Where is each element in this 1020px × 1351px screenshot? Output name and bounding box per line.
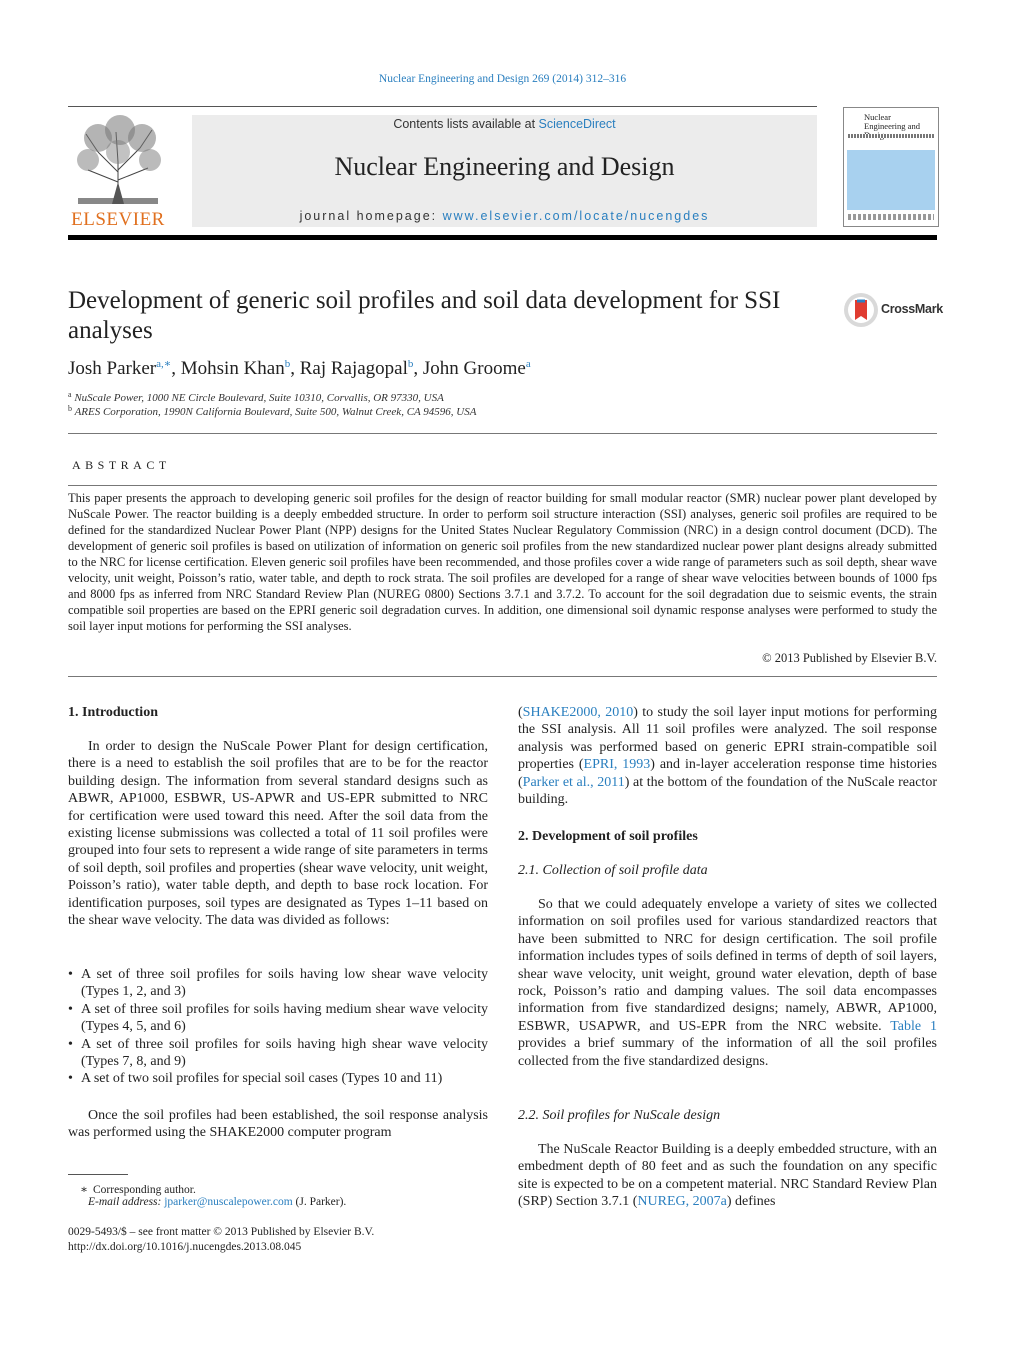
crossmark-badge[interactable]: [843, 292, 943, 328]
text-span: So that we could adequately envelope a variety of sites we collected information on soil profiles used for various standardized reactors that have been submitted to NRC for design certification. The soil profile information includes types of soils defined in terms of depth of soil layers, shear wave velocity, unit weight, ground water elevation, depth of base rock, Poisson’s ratio and damping values. The soil data encompasses information from five standardized designs; namely, ABWR, AP1000, ESBWR, USAPWR, and US-EPR from the NRC website.: [518, 897, 937, 1034]
abstract-text: This paper presents the approach to developing generic soil profiles for the design of reactor building for small modular reactor (SMR) nuclear power plant developed by NuScale Power. The reactor building is a deeply embedded structure. In order to perform soil structure interaction (SSI) analyses, generic soil profiles are required to be defined for the standardized Nuclear Power Plant (NPP) designs for the United States Nuclear Regulatory Commission (NRC) in a design control document (DCD). The development of generic soil profiles is based on utilization of information on generic soil profiles from the new standardized nuclear power plant designs already submitted to the NRC for license certification. Eleven generic soil profiles have been recommended, and those profiles cover a wide range of parameters such as soil depth, shear wave velocity, unit weight, Poisson’s ratio, water table, and depth to rock strata. The soil profiles are developed for a range of shear wave velocities between bounds of 1000 fps and 8000 fps as inferred from NRC Standard Review Plan (NUREG 0800) Sections 3.7.1 and 3.7.2. To account for the soil degradation due to seismic events, the strain compatible soil properties are based on the EPRI generic soil degradation curves. In addition, one dimensional soil dynamic response analyses were performed to study the soil layer input motions for performing the SSI analyses.: [68, 491, 937, 633]
affiliation-text: NuScale Power, 1000 NE Circle Boulevard, Suite 10310, Corvallis, OR 97330, USA: [74, 392, 444, 404]
homepage-line: [192, 209, 817, 223]
text-span: ) at the bottom of the foundation of the NuScale reactor building.: [518, 774, 937, 808]
author-affil-mark[interactable]: b: [284, 358, 291, 370]
article-title: Development of generic soil profiles and soil data development for SSI analyses: [68, 287, 781, 344]
copyright-line: © 2013 Published by Elsevier B.V.: [762, 651, 937, 665]
author-name[interactable]: Mohsin Khan: [180, 358, 285, 379]
ref-shake2000-link[interactable]: SHAKE2000, 2010: [522, 705, 634, 720]
email-label: E-mail address:: [88, 1196, 165, 1208]
author-affil-mark[interactable]: a: [525, 358, 531, 370]
text-span: ) and in-layer acceleration response time histories (: [518, 757, 937, 790]
affiliation-text: ARES Corporation, 1990N California Boulevard, Suite 500, Walnut Creek, CA 94596, USA: [74, 406, 477, 418]
email-note: [88, 1196, 346, 1208]
affiliation: [68, 390, 444, 404]
author-affil-mark[interactable]: a,∗: [156, 358, 172, 370]
subsection-2-2-body: [518, 1141, 937, 1211]
text-span: The NuScale Reactor Building is a deeply embedded structure, with an embedment depth of 80 feet and as such the foundation on any specific site is expected to be on a competent material. NRC Standard Review Plan (SRP) Section 3.7.1 (: [518, 1142, 937, 1210]
homepage-prefix: journal homepage:: [299, 209, 443, 223]
right-column-continuation: [518, 704, 937, 808]
left-column-paragraph-2: [68, 1107, 488, 1142]
list-item: • A set of three soil profiles for soils having medium shear wave velocity (Types 4, 5, and 6): [68, 1001, 488, 1036]
table-1-link[interactable]: Table 1: [890, 1018, 937, 1034]
abstract-top-rule: [68, 433, 937, 434]
abstract-heading-rule: [68, 485, 937, 486]
contents-line: [192, 117, 817, 131]
crossmark-label: CrossMark: [881, 302, 943, 316]
list-item: • A set of two soil profiles for special soil cases (Types 10 and 11): [68, 1070, 488, 1087]
journal-cover-thumbnail[interactable]: [843, 107, 939, 227]
text-span: provides a brief summary of the information of all the soil profiles collected from the five standardized designs.: [518, 1036, 937, 1069]
cover-image: [847, 150, 935, 210]
text-span: ) defines: [726, 1194, 776, 1210]
email-link[interactable]: jparker@nuscalepower.com: [164, 1196, 293, 1208]
ref-epri-link[interactable]: EPRI, 1993: [583, 757, 651, 773]
affiliation-mark: a: [68, 390, 72, 399]
author-name[interactable]: Josh Parker: [68, 358, 157, 379]
list-item: • A set of three soil profiles for soils having high shear wave velocity (Types 7, 8, and 9): [68, 1036, 488, 1071]
journal-title: Nuclear Engineering and Design: [334, 152, 675, 181]
author-list: Josh Parker$^{a,∗}$, Mohsin Khan$^b$, Raj Rajagopal$^b$, John Groome$^a$: [68, 358, 531, 379]
cover-title: Nuclear Engineering and: [864, 112, 920, 131]
corresponding-label: Corresponding author.: [93, 1184, 196, 1196]
journal-citation[interactable]: Nuclear Engineering and Design 269 (2014) 312–316: [378, 73, 627, 85]
cover-subtitle-lines: [848, 134, 934, 138]
cover-top: [844, 108, 938, 150]
affiliation: [68, 404, 476, 418]
soil-type-list: [68, 966, 488, 1088]
sciencedirect-link[interactable]: ScienceDirect: [538, 117, 616, 131]
abstract-heading: ABSTRACT: [72, 458, 171, 472]
author-affil-mark[interactable]: b: [407, 358, 414, 370]
affiliation-mark: b: [68, 404, 72, 413]
doi-link[interactable]: http://dx.doi.org/10.1016/j.nucengdes.2013.08.045: [68, 1241, 302, 1253]
ref-nureg-link[interactable]: NUREG, 2007a: [637, 1194, 727, 1210]
corresponding-author-note: [68, 1182, 196, 1196]
left-column-body: [68, 738, 488, 929]
elsevier-logo[interactable]: [68, 112, 168, 230]
subsection-2-2-heading: 2.2. Soil profiles for NuScale design: [518, 1108, 721, 1123]
header-top-rule: [68, 106, 817, 107]
issn-line: 0029-5493/$ – see front matter © 2013 Published by Elsevier B.V.: [68, 1226, 375, 1238]
shake-paragraph: Once the soil profiles had been established, the soil response analysis was performed using the SHAKE2000 computer program: [68, 1108, 488, 1141]
contents-prefix: Contents lists available at: [393, 117, 539, 131]
list-item: • A set of three soil profiles for soils having low shear wave velocity (Types 1, 2, and 3): [68, 966, 488, 1001]
subsection-2-1-body: [518, 896, 937, 1070]
footnote-rule: [68, 1174, 128, 1175]
author-name[interactable]: Raj Rajagopal: [299, 358, 408, 379]
crossmark-icon: [843, 292, 879, 328]
text-span: ) to study the soil layer input motions for performing the SSI analysis. All 11 soil profiles were analyzed. The soil response analysis was performed based on generic EPRI strain-compatible soil properties (: [518, 705, 937, 773]
elsevier-tree-icon: [68, 112, 168, 208]
subsection-2-1-heading: 2.1. Collection of soil profile data: [518, 863, 708, 878]
section-2-heading: 2. Development of soil profiles: [518, 829, 698, 844]
abstract-bottom-rule: [68, 676, 937, 677]
header-bottom-rule: [68, 235, 937, 240]
intro-paragraph: In order to design the NuScale Power Plant for design certification, there is a need to establish the soil profiles that are to be for the reactor building design. The information from several standard designs such as ABWR, AP1000, ESBWR, US-APWR and US-EPR submitted to NRC for certification were used toward this need. After the soil data from the existing license submissions was collected a total of 11 soil profiles were grouped into four sets to represent a wide range of site parameters in terms of soil depth, soil profiles and properties (shear wave velocity, unit weight, Poisson’s ratio), water table depth, and depth to base rock location. For identification purposes, soil types are designated as Types 1–11 based on the shear wave velocity. The data was divided as follows:: [68, 739, 488, 929]
section-1-heading: 1. Introduction: [68, 705, 158, 720]
email-suffix: (J. Parker).: [292, 1196, 347, 1208]
footnote-star: ∗: [80, 1184, 88, 1196]
ref-parker-link[interactable]: Parker et al., 2011: [522, 774, 625, 790]
text-span: (: [518, 705, 523, 720]
homepage-link[interactable]: www.elsevier.com/locate/nucengdes: [442, 209, 710, 223]
publisher-name: ELSEVIER: [71, 209, 165, 230]
cover-footer-lines: [848, 214, 934, 220]
author-name[interactable]: John Groome: [422, 358, 526, 379]
